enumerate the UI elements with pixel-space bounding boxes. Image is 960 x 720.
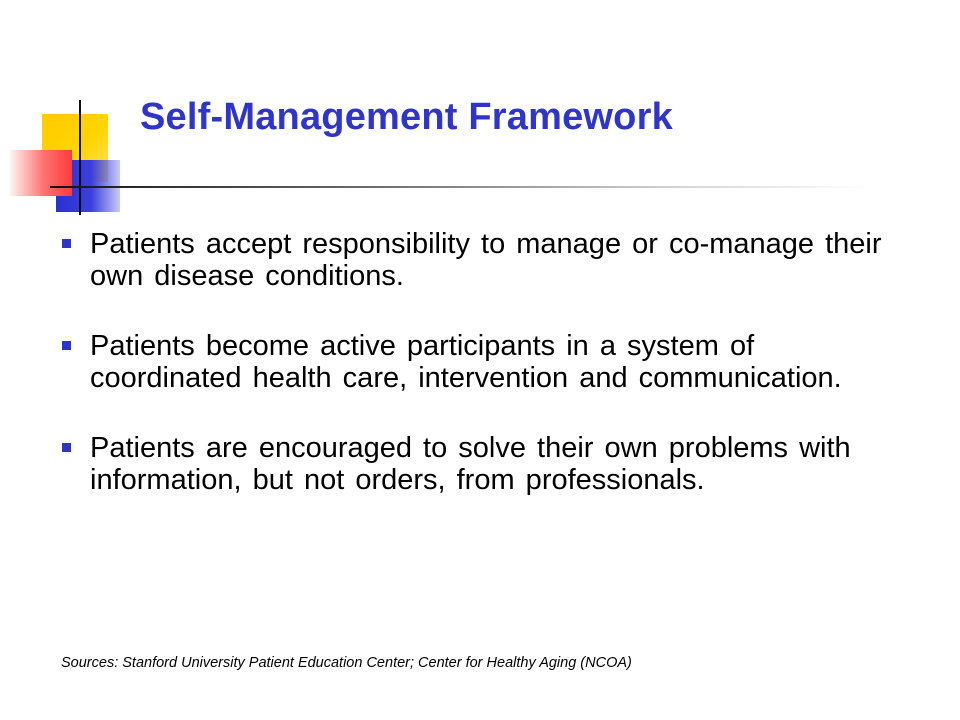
bullet-text: Patients accept responsibility to manage or co-manage their own disease conditions. — [90, 228, 882, 292]
slide-title: Self-Management Framework — [140, 96, 673, 138]
bullet-item — [60, 228, 890, 292]
decorative-vertical-line — [79, 100, 81, 215]
bullet-item — [60, 432, 890, 496]
sources-footnote: Sources: Stanford University Patient Education Center; Center for Healthy Aging (NCOA) — [61, 655, 632, 671]
decorative-red-block — [10, 150, 72, 196]
bullet-text: Patients become active participants in a system of coordinated health care, intervention and communication. — [90, 330, 842, 394]
bullet-text: Patients are encouraged to solve their own problems with information, but not orders, from professionals. — [90, 432, 851, 496]
square-bullet-icon — [62, 341, 71, 350]
bullet-item — [60, 330, 890, 394]
title-underline-divider — [50, 186, 870, 188]
square-bullet-icon — [62, 443, 71, 452]
square-bullet-icon — [62, 239, 71, 248]
bullet-list — [60, 228, 890, 496]
